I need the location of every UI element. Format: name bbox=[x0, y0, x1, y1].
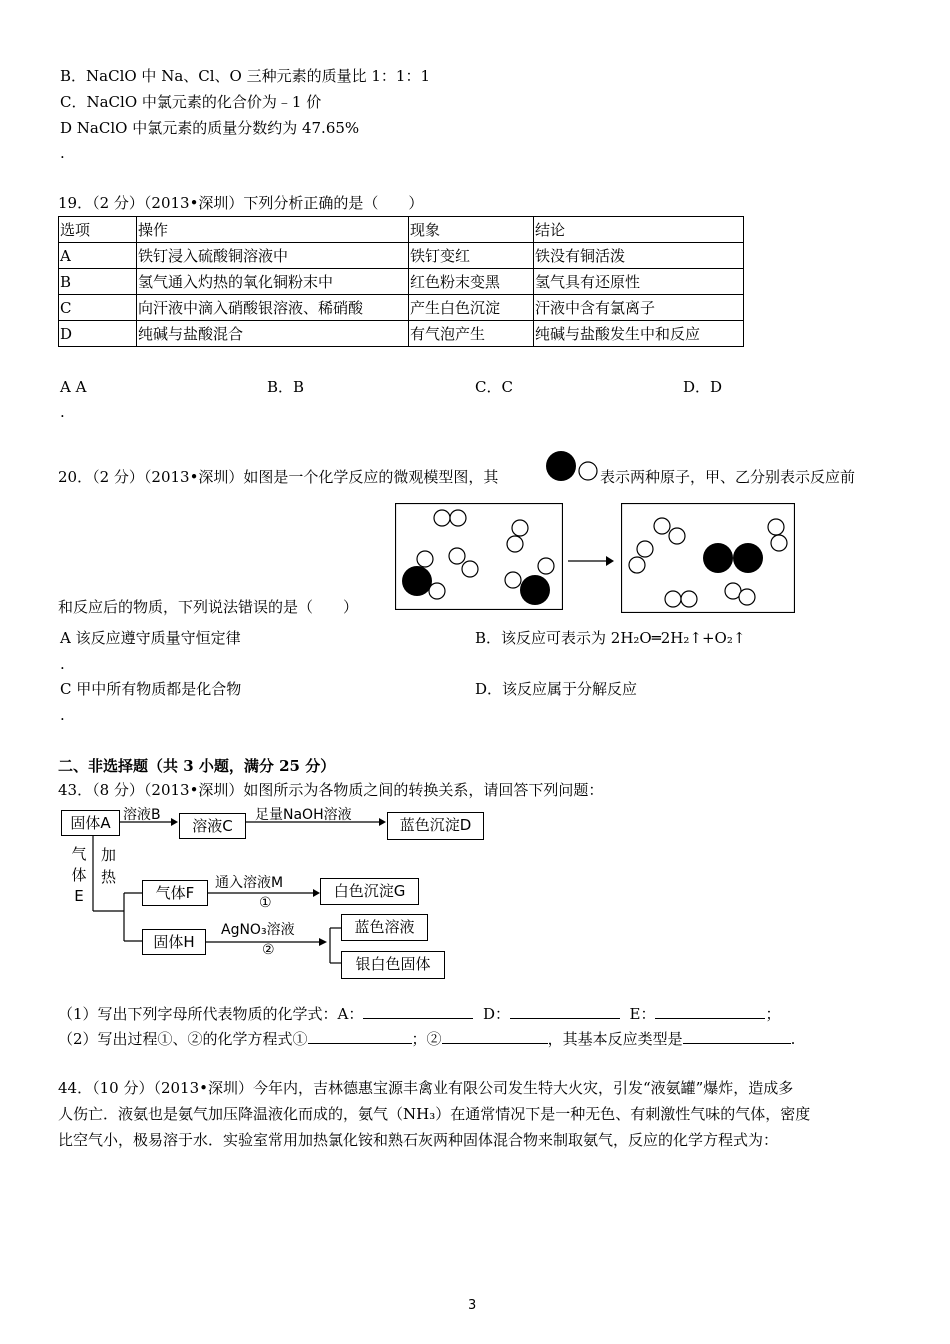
q20-stem-part2: 表示两种原子，甲、乙分别表示反应前 bbox=[600, 468, 856, 486]
reactant-model-diagram bbox=[395, 503, 563, 610]
q43-sub2 bbox=[58, 1029, 795, 1049]
table-row bbox=[59, 321, 744, 347]
flow-label-heat-char: 热 bbox=[101, 868, 117, 886]
q18-option-b: B．NaClO 中 Na、Cl、O 三种元素的质量比 1：1：1 bbox=[60, 67, 431, 85]
q20-option-d: D．该反应属于分解反应 bbox=[475, 680, 638, 698]
answer-blank-e[interactable] bbox=[655, 1004, 765, 1019]
q18-dot: . bbox=[60, 144, 65, 162]
q43-sub1 bbox=[58, 1004, 780, 1024]
table-cell: B bbox=[59, 269, 137, 295]
q19-option-d: D．D bbox=[683, 378, 723, 396]
q44-line-2: 人伤亡．液氨也是氨气加压降温液化而成的，氨气（NH₃）在通常情况下是一种无色、有刺激性气味的气体，密度 bbox=[58, 1105, 811, 1123]
table-cell: 有气泡产生 bbox=[409, 321, 534, 347]
q44-line-1: 44．（10 分）（2013•深圳）今年内，吉林德惠宝源丰禽业有限公司发生特大火灾，引发“液氨罐”爆炸，造成多 bbox=[58, 1079, 794, 1097]
flow-label-naoh: 足量NaOH溶液 bbox=[255, 807, 352, 823]
answer-blank-a[interactable] bbox=[363, 1004, 473, 1019]
q43-sub2-mid2: ，其基本反应类型是 bbox=[547, 1030, 683, 1048]
q18-option-d: D NaClO 中氯元素的质量分数约为 47.65% bbox=[60, 119, 360, 137]
q20-dot-2: . bbox=[60, 706, 65, 724]
table-header-cell: 现象 bbox=[409, 217, 534, 243]
q19-dot: . bbox=[60, 403, 65, 421]
q44-line-3: 比空气小，极易溶于水．实验室常用加热氯化铵和熟石灰两种固体混合物来制取氨气，反应的化学方程式为： bbox=[58, 1131, 779, 1149]
q43-sub2-end: . bbox=[790, 1030, 796, 1048]
table-row bbox=[59, 217, 744, 243]
q20-dot-1: . bbox=[60, 655, 65, 673]
flow-label-agno3: AgNO₃溶液 bbox=[221, 922, 295, 938]
q43-sub2-mid: ；② bbox=[411, 1030, 442, 1048]
q19-option-b: B．B bbox=[267, 378, 305, 396]
flow-node-silver-white-solid: 银白色固体 bbox=[341, 951, 445, 979]
flow-node-white-precipitate-g: 白色沉淀G bbox=[320, 878, 419, 905]
table-cell: 氢气具有还原性 bbox=[534, 269, 744, 295]
table-cell: 铁钉变红 bbox=[409, 243, 534, 269]
q20-stem-part3: 和反应后的物质，下列说法错误的是（ ） bbox=[58, 598, 359, 616]
answer-blank-equation-1[interactable] bbox=[308, 1029, 412, 1044]
q19-table bbox=[58, 216, 744, 347]
flow-label-step-2: ② bbox=[262, 942, 275, 958]
q43-sub1-e: E： bbox=[629, 1005, 656, 1023]
table-header-cell: 结论 bbox=[534, 217, 744, 243]
flow-label-gas-e-char: 体 bbox=[71, 866, 87, 884]
reaction-arrow-icon bbox=[568, 554, 614, 568]
q43-stem: 43．（8 分）（2013•深圳）如图所示为各物质之间的转换关系，请回答下列问题： bbox=[58, 781, 604, 799]
section-heading: 二、非选择题（共 3 小题，满分 25 分） bbox=[58, 757, 336, 775]
q43-sub2-label: （2）写出过程①、②的化学方程式① bbox=[58, 1030, 308, 1048]
q18-option-c: C．NaClO 中氯元素的化合价为﹣1 价 bbox=[60, 93, 322, 111]
table-row bbox=[59, 295, 744, 321]
q43-sub1-label: （1）写出下列字母所代表物质的化学式：A： bbox=[58, 1005, 364, 1023]
q20-stem-part1: 20．（2 分）（2013•深圳）如图是一个化学反应的微观模型图，其 bbox=[58, 468, 499, 486]
atom-legend-icon bbox=[543, 450, 601, 486]
answer-blank-d[interactable] bbox=[510, 1004, 620, 1019]
q20-option-a: A 该反应遵守质量守恒定律 bbox=[60, 629, 241, 647]
answer-blank-equation-2[interactable] bbox=[442, 1029, 548, 1044]
flow-label-gas-e-char: E bbox=[74, 887, 84, 905]
page-number: 3 bbox=[468, 1298, 477, 1313]
flow-node-blue-precipitate-d: 蓝色沉淀D bbox=[387, 812, 484, 840]
answer-blank-reaction-type[interactable] bbox=[683, 1029, 791, 1044]
q20-option-c: C 甲中所有物质都是化合物 bbox=[60, 680, 242, 698]
flow-label-step-1: ① bbox=[259, 895, 272, 911]
flow-label-solution-b: 溶液B bbox=[123, 807, 161, 823]
flow-label-pass-m: 通入溶液M bbox=[215, 875, 284, 891]
flow-label-heat bbox=[101, 844, 116, 888]
flow-node-solid-h: 固体H bbox=[142, 929, 206, 955]
table-cell: 纯碱与盐酸混合 bbox=[137, 321, 409, 347]
product-model-diagram bbox=[621, 503, 795, 613]
flow-node-solid-a: 固体A bbox=[61, 810, 120, 836]
table-cell: D bbox=[59, 321, 137, 347]
flow-node-blue-solution: 蓝色溶液 bbox=[341, 914, 428, 941]
table-cell: 向汗液中滴入硝酸银溶液、稀硝酸 bbox=[137, 295, 409, 321]
flow-label-gas-e bbox=[71, 844, 87, 907]
table-cell: 红色粉末变黑 bbox=[409, 269, 534, 295]
q19-stem: 19．（2 分）（2013•深圳）下列分析正确的是（ ） bbox=[58, 194, 424, 212]
table-row bbox=[59, 269, 744, 295]
table-header-cell: 选项 bbox=[59, 217, 137, 243]
q19-option-a: A A bbox=[60, 378, 87, 396]
table-header-cell: 操作 bbox=[137, 217, 409, 243]
table-cell: 氢气通入灼热的氧化铜粉末中 bbox=[137, 269, 409, 295]
flow-node-gas-f: 气体F bbox=[142, 880, 208, 906]
flow-label-heat-char: 加 bbox=[101, 846, 117, 864]
flow-node-solution-c: 溶液C bbox=[179, 813, 246, 839]
q43-sub1-d: D： bbox=[482, 1005, 510, 1023]
flow-label-gas-e-char: 气 bbox=[71, 845, 87, 863]
table-row bbox=[59, 243, 744, 269]
table-cell: 纯碱与盐酸发生中和反应 bbox=[534, 321, 744, 347]
table-cell: 铁没有铜活泼 bbox=[534, 243, 744, 269]
q19-option-c: C．C bbox=[475, 378, 513, 396]
table-cell: 产生白色沉淀 bbox=[409, 295, 534, 321]
q20-option-b: B．该反应可表示为 2H₂O═2H₂↑+O₂↑ bbox=[475, 629, 746, 647]
table-cell: 铁钉浸入硫酸铜溶液中 bbox=[137, 243, 409, 269]
table-cell: C bbox=[59, 295, 137, 321]
q43-sub1-end: ； bbox=[765, 1005, 781, 1023]
table-cell: 汗液中含有氯离子 bbox=[534, 295, 744, 321]
table-cell: A bbox=[59, 243, 137, 269]
